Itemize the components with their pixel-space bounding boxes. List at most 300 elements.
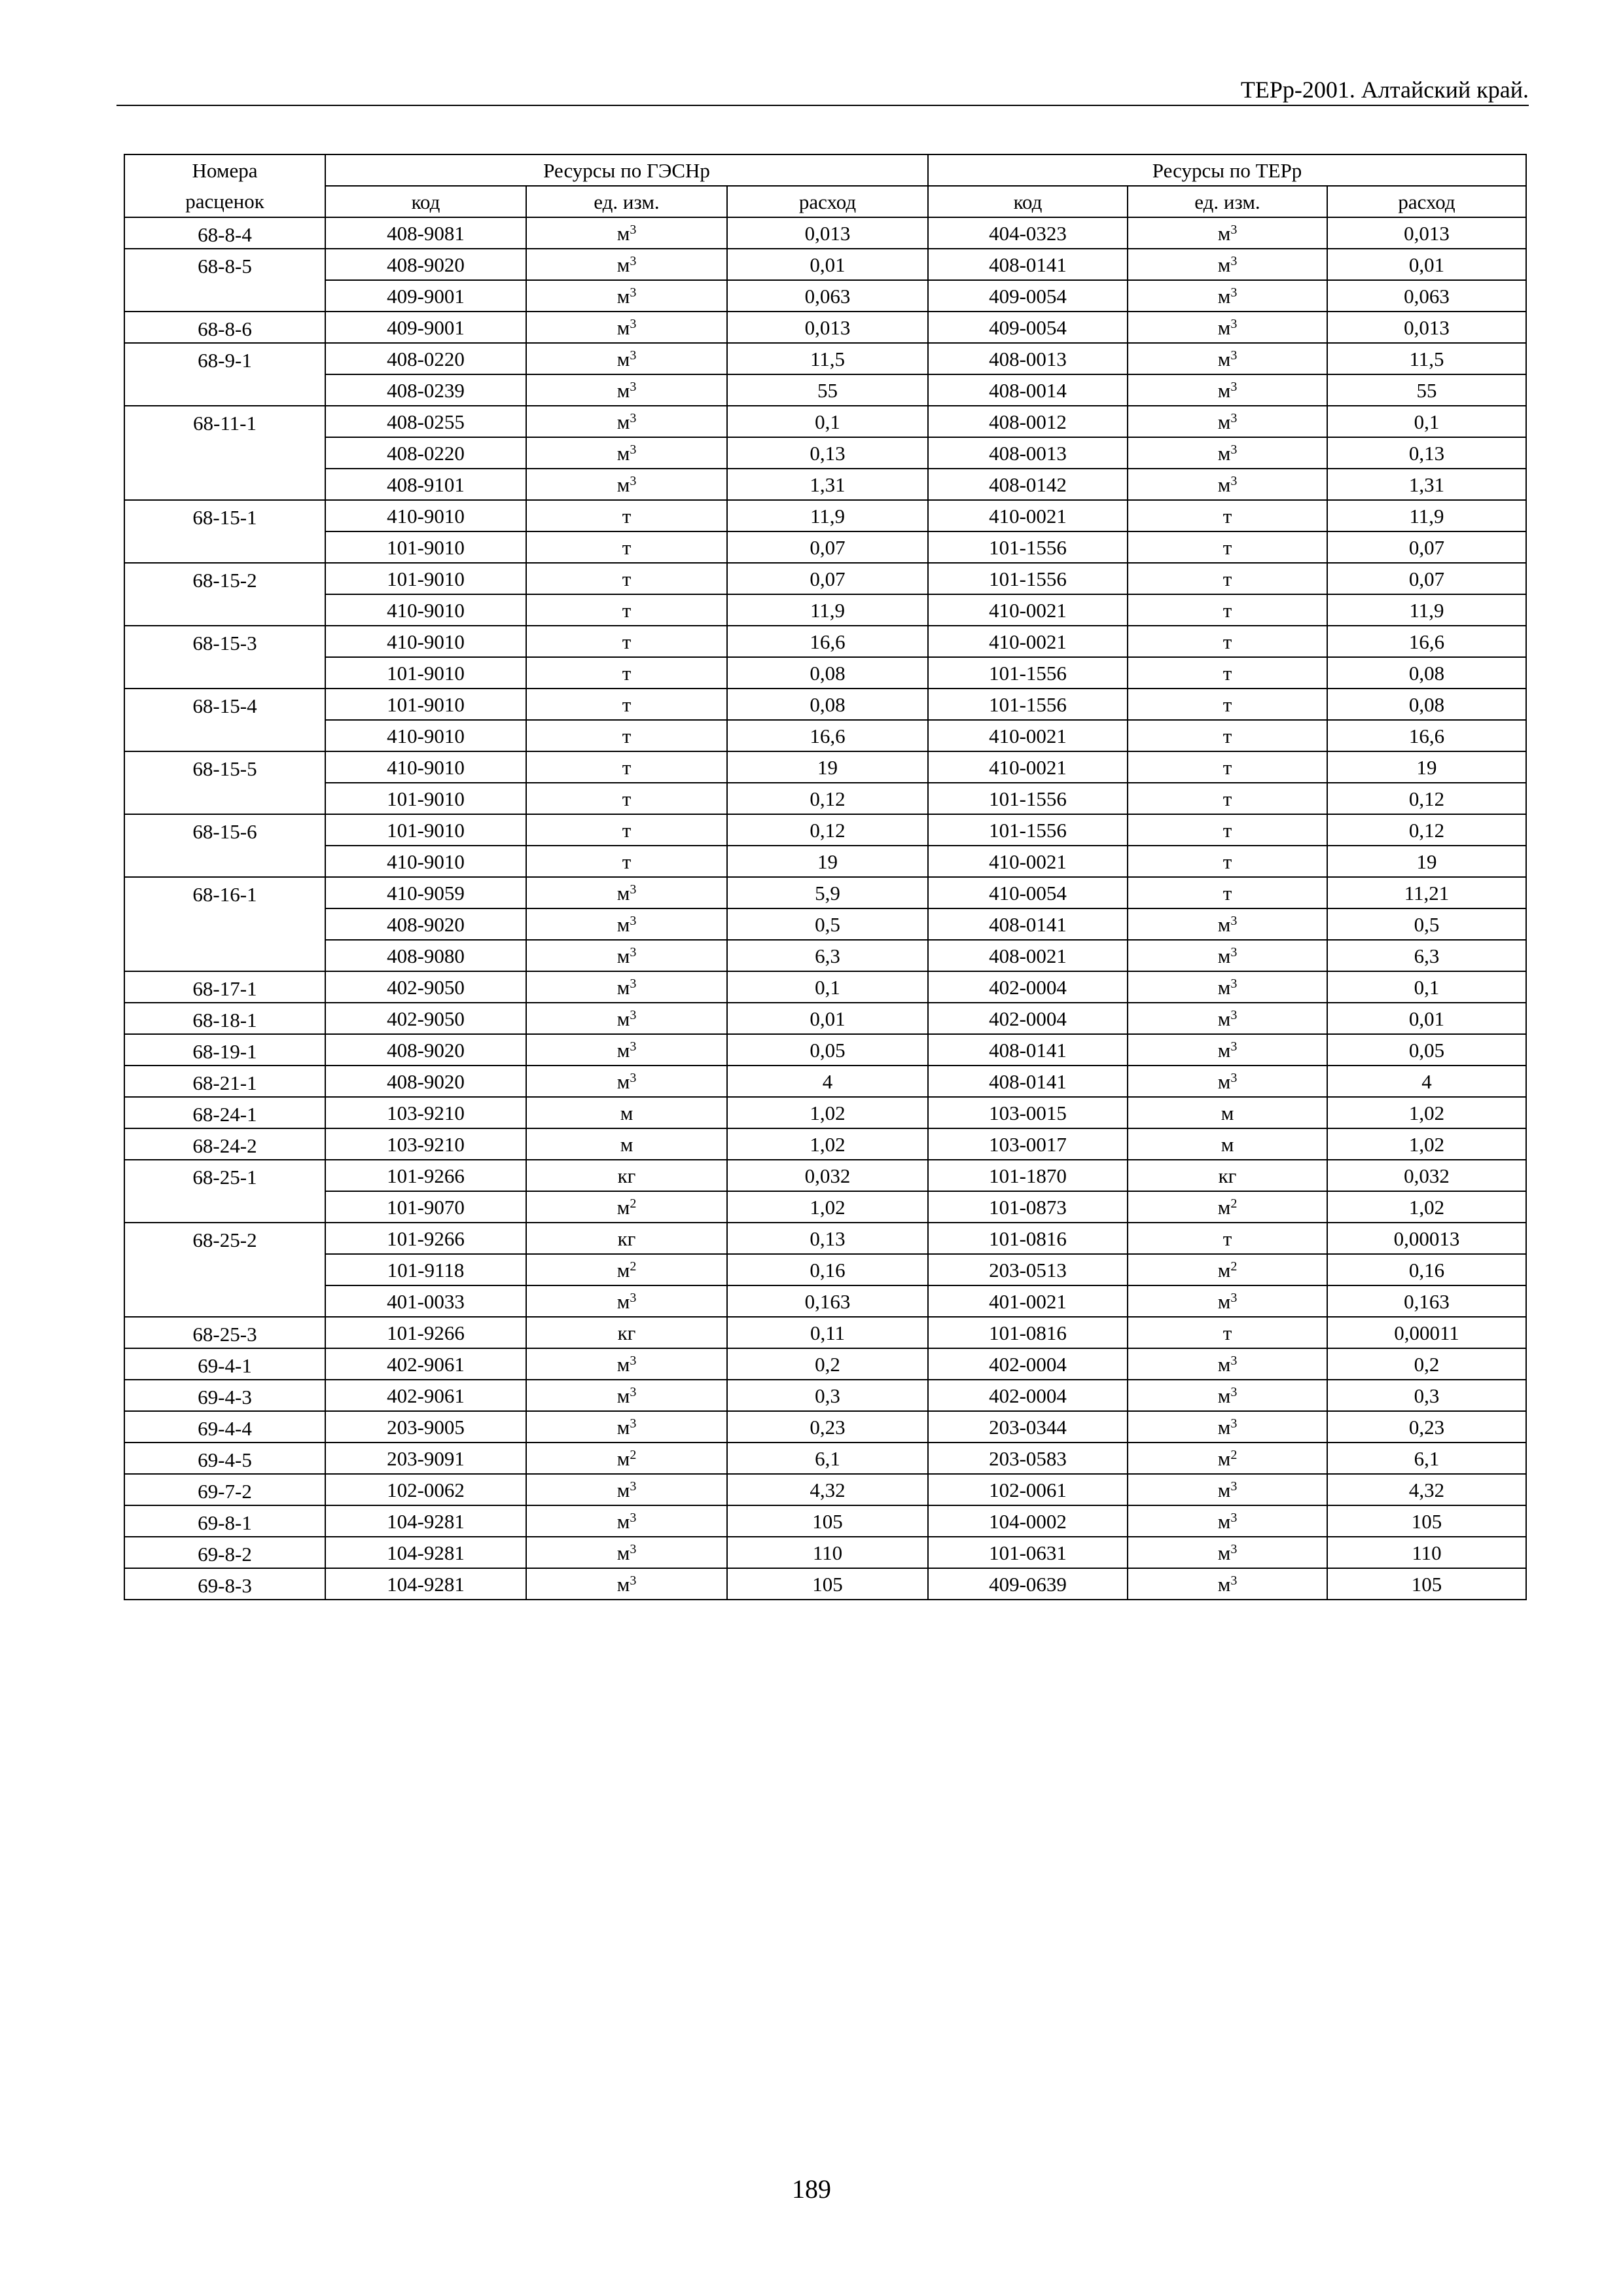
ter-code-cell: 408-0013 — [928, 343, 1128, 374]
gesn-unit-cell: м — [526, 1128, 727, 1160]
table-row — [124, 280, 1526, 312]
table-header — [124, 154, 1526, 217]
rate-number-cell: 68-24-1 — [124, 1097, 325, 1128]
ter-unit-cell: т — [1128, 877, 1327, 908]
ter-consumption-cell: 0,12 — [1327, 814, 1526, 846]
gesn-unit-cell: т — [526, 594, 727, 626]
table-row — [124, 1191, 1526, 1223]
rate-number-cell: 68-15-6 — [124, 814, 325, 877]
ter-consumption-cell: 19 — [1327, 846, 1526, 877]
gesn-consumption-cell: 0,5 — [727, 908, 928, 940]
rates-column-header-line1: Номера — [124, 154, 325, 186]
ter-code-cell: 203-0344 — [928, 1411, 1128, 1443]
ter-consumption-cell: 0,163 — [1327, 1285, 1526, 1317]
rate-number-cell: 69-4-5 — [124, 1443, 325, 1474]
gesn-consumption-cell: 0,12 — [727, 783, 928, 814]
ter-code-cell: 404-0323 — [928, 217, 1128, 249]
rate-number-cell: 69-8-3 — [124, 1568, 325, 1600]
ter-consumption-cell: 0,2 — [1327, 1348, 1526, 1380]
ter-unit-cell: $м^3$ — [1128, 1537, 1327, 1568]
ter-unit-cell: $м^3$ — [1128, 343, 1327, 374]
gesn-consumption-cell: 105 — [727, 1568, 928, 1600]
gesn-code-cell: 101-9266 — [325, 1317, 526, 1348]
ter-unit-cell: $м^3$ — [1128, 280, 1327, 312]
gesn-unit-cell: $м^3$ — [526, 877, 727, 908]
gesn-consumption-cell: 0,1 — [727, 406, 928, 437]
table-row — [124, 374, 1526, 406]
table-row — [124, 1034, 1526, 1066]
gesn-code-cell: 408-9020 — [325, 1066, 526, 1097]
ter-consumption-cell: 110 — [1327, 1537, 1526, 1568]
ter-unit-cell: т — [1128, 846, 1327, 877]
gesn-code-cell: 410-9010 — [325, 626, 526, 657]
gesn-code-cell: 102-0062 — [325, 1474, 526, 1505]
ter-consumption-cell: 55 — [1327, 374, 1526, 406]
table-row — [124, 877, 1526, 908]
ter-consumption-cell: 0,08 — [1327, 689, 1526, 720]
gesn-code-cell: 410-9010 — [325, 500, 526, 531]
ter-code-cell: 402-0004 — [928, 1003, 1128, 1034]
rate-number-cell: 68-15-2 — [124, 563, 325, 626]
gesn-consumption-header: расход — [727, 186, 928, 217]
document-title: ТЕРр-2001. Алтайский край. — [1240, 77, 1529, 103]
gesn-consumption-cell: 110 — [727, 1537, 928, 1568]
gesn-consumption-cell: 55 — [727, 374, 928, 406]
ter-code-cell: 402-0004 — [928, 1348, 1128, 1380]
ter-consumption-cell: 0,12 — [1327, 783, 1526, 814]
gesn-code-cell: 409-9001 — [325, 280, 526, 312]
ter-unit-cell: $м^3$ — [1128, 1066, 1327, 1097]
gesn-consumption-cell: 0,08 — [727, 657, 928, 689]
ter-unit-cell: т — [1128, 657, 1327, 689]
ter-unit-cell: $м^3$ — [1128, 374, 1327, 406]
ter-unit-cell: $м^3$ — [1128, 1003, 1327, 1034]
rate-number-cell: 69-8-2 — [124, 1537, 325, 1568]
ter-consumption-cell: 6,1 — [1327, 1443, 1526, 1474]
ter-unit-cell: $м^3$ — [1128, 1505, 1327, 1537]
table-body — [124, 217, 1526, 1600]
ter-consumption-cell: 1,02 — [1327, 1128, 1526, 1160]
table-row — [124, 249, 1526, 280]
gesn-code-cell: 410-9010 — [325, 846, 526, 877]
rate-number-cell: 69-4-1 — [124, 1348, 325, 1380]
ter-unit-cell: $м^3$ — [1128, 1380, 1327, 1411]
ter-code-cell: 402-0004 — [928, 971, 1128, 1003]
gesn-consumption-cell: 1,02 — [727, 1128, 928, 1160]
gesn-unit-cell: т — [526, 657, 727, 689]
table-row — [124, 563, 1526, 594]
table-row — [124, 1505, 1526, 1537]
ter-unit-cell: кг — [1128, 1160, 1327, 1191]
resource-table-container — [124, 154, 1525, 1600]
table-row — [124, 406, 1526, 437]
gesn-consumption-cell: 0,23 — [727, 1411, 928, 1443]
gesn-group-header: Ресурсы по ГЭСНр — [325, 154, 928, 186]
ter-unit-cell: т — [1128, 751, 1327, 783]
ter-consumption-cell: 0,05 — [1327, 1034, 1526, 1066]
ter-code-cell: 101-1870 — [928, 1160, 1128, 1191]
ter-unit-cell: т — [1128, 594, 1327, 626]
gesn-consumption-cell: 11,5 — [727, 343, 928, 374]
gesn-code-cell: 402-9061 — [325, 1348, 526, 1380]
ter-unit-header: ед. изм. — [1128, 186, 1327, 217]
ter-unit-cell: $м^3$ — [1128, 312, 1327, 343]
rate-number-cell: 69-4-3 — [124, 1380, 325, 1411]
ter-code-cell: 410-0021 — [928, 594, 1128, 626]
gesn-unit-cell: $м^3$ — [526, 1380, 727, 1411]
ter-code-cell: 408-0141 — [928, 1034, 1128, 1066]
ter-code-cell: 101-0873 — [928, 1191, 1128, 1223]
ter-unit-cell: т — [1128, 531, 1327, 563]
gesn-consumption-cell: 0,11 — [727, 1317, 928, 1348]
ter-consumption-cell: 0,013 — [1327, 312, 1526, 343]
rate-number-cell: 68-19-1 — [124, 1034, 325, 1066]
running-header — [116, 73, 1529, 106]
gesn-unit-cell: $м^2$ — [526, 1443, 727, 1474]
table-row — [124, 500, 1526, 531]
ter-consumption-cell: 0,08 — [1327, 657, 1526, 689]
gesn-unit-cell: $м^3$ — [526, 343, 727, 374]
gesn-consumption-cell: 4,32 — [727, 1474, 928, 1505]
ter-code-cell: 402-0004 — [928, 1380, 1128, 1411]
ter-code-cell: 203-0583 — [928, 1443, 1128, 1474]
rate-number-cell: 68-21-1 — [124, 1066, 325, 1097]
table-row — [124, 1066, 1526, 1097]
ter-code-cell: 401-0021 — [928, 1285, 1128, 1317]
ter-unit-cell: т — [1128, 626, 1327, 657]
rate-number-cell: 68-25-3 — [124, 1317, 325, 1348]
ter-code-cell: 409-0054 — [928, 312, 1128, 343]
ter-unit-cell: $м^3$ — [1128, 437, 1327, 469]
ter-consumption-cell: 0,013 — [1327, 217, 1526, 249]
gesn-consumption-cell: 0,01 — [727, 1003, 928, 1034]
ter-code-cell: 104-0002 — [928, 1505, 1128, 1537]
gesn-unit-cell: $м^3$ — [526, 312, 727, 343]
gesn-code-cell: 408-9101 — [325, 469, 526, 500]
ter-consumption-cell: 0,00011 — [1327, 1317, 1526, 1348]
table-row — [124, 1411, 1526, 1443]
table-row — [124, 1568, 1526, 1600]
ter-consumption-cell: 0,01 — [1327, 1003, 1526, 1034]
rate-number-cell: 68-8-5 — [124, 249, 325, 312]
ter-unit-cell: т — [1128, 1317, 1327, 1348]
ter-code-cell: 408-0021 — [928, 940, 1128, 971]
gesn-consumption-cell: 0,063 — [727, 280, 928, 312]
gesn-unit-cell: т — [526, 814, 727, 846]
gesn-unit-cell: $м^3$ — [526, 249, 727, 280]
gesn-code-cell: 101-9118 — [325, 1254, 526, 1285]
ter-unit-cell: т — [1128, 563, 1327, 594]
ter-group-header: Ресурсы по ТЕРр — [928, 154, 1526, 186]
gesn-unit-cell: кг — [526, 1223, 727, 1254]
ter-consumption-cell: 0,01 — [1327, 249, 1526, 280]
gesn-code-cell: 101-9010 — [325, 689, 526, 720]
table-row — [124, 940, 1526, 971]
ter-consumption-cell: 105 — [1327, 1568, 1526, 1600]
ter-consumption-cell: 19 — [1327, 751, 1526, 783]
gesn-code-header: код — [325, 186, 526, 217]
gesn-code-cell: 101-9070 — [325, 1191, 526, 1223]
gesn-unit-cell: т — [526, 846, 727, 877]
table-row — [124, 1003, 1526, 1034]
gesn-code-cell: 408-9020 — [325, 1034, 526, 1066]
ter-unit-cell: $м^2$ — [1128, 1191, 1327, 1223]
ter-code-cell: 408-0012 — [928, 406, 1128, 437]
ter-code-cell: 408-0014 — [928, 374, 1128, 406]
gesn-unit-cell: $м^3$ — [526, 469, 727, 500]
gesn-unit-cell: $м^3$ — [526, 374, 727, 406]
gesn-code-cell: 104-9281 — [325, 1537, 526, 1568]
gesn-unit-cell: $м^3$ — [526, 1505, 727, 1537]
gesn-consumption-cell: 6,1 — [727, 1443, 928, 1474]
header-row-columns — [124, 186, 1526, 217]
ter-code-header: код — [928, 186, 1128, 217]
gesn-consumption-cell: 0,12 — [727, 814, 928, 846]
rate-number-cell: 68-8-4 — [124, 217, 325, 249]
gesn-consumption-cell: 0,05 — [727, 1034, 928, 1066]
gesn-unit-cell: кг — [526, 1160, 727, 1191]
rate-number-cell: 68-15-5 — [124, 751, 325, 814]
ter-unit-cell: м — [1128, 1097, 1327, 1128]
table-row — [124, 437, 1526, 469]
ter-consumption-cell: 0,063 — [1327, 280, 1526, 312]
gesn-consumption-cell: 0,01 — [727, 249, 928, 280]
gesn-consumption-cell: 19 — [727, 846, 928, 877]
table-row — [124, 720, 1526, 751]
ter-consumption-cell: 11,9 — [1327, 594, 1526, 626]
table-row — [124, 846, 1526, 877]
ter-code-cell: 101-1556 — [928, 814, 1128, 846]
rate-number-cell: 68-15-4 — [124, 689, 325, 751]
gesn-code-cell: 101-9010 — [325, 657, 526, 689]
gesn-unit-cell: т — [526, 531, 727, 563]
ter-code-cell: 410-0021 — [928, 846, 1128, 877]
gesn-code-cell: 408-0239 — [325, 374, 526, 406]
gesn-code-cell: 408-0255 — [325, 406, 526, 437]
rate-number-cell: 68-16-1 — [124, 877, 325, 971]
gesn-unit-cell: $м^3$ — [526, 971, 727, 1003]
gesn-unit-cell: $м^3$ — [526, 1034, 727, 1066]
gesn-consumption-cell: 0,1 — [727, 971, 928, 1003]
ter-unit-cell: $м^3$ — [1128, 1568, 1327, 1600]
ter-code-cell: 408-0141 — [928, 1066, 1128, 1097]
page-number: 189 — [792, 2174, 831, 2204]
gesn-code-cell: 103-9210 — [325, 1128, 526, 1160]
gesn-code-cell: 103-9210 — [325, 1097, 526, 1128]
gesn-consumption-cell: 11,9 — [727, 594, 928, 626]
gesn-code-cell: 401-0033 — [325, 1285, 526, 1317]
ter-consumption-cell: 0,07 — [1327, 531, 1526, 563]
gesn-unit-cell: $м^3$ — [526, 1348, 727, 1380]
ter-code-cell: 101-1556 — [928, 783, 1128, 814]
ter-consumption-cell: 0,032 — [1327, 1160, 1526, 1191]
gesn-consumption-cell: 0,07 — [727, 531, 928, 563]
table-row — [124, 626, 1526, 657]
ter-consumption-cell: 6,3 — [1327, 940, 1526, 971]
ter-unit-cell: т — [1128, 689, 1327, 720]
gesn-unit-cell: $м^2$ — [526, 1191, 727, 1223]
ter-unit-cell: $м^3$ — [1128, 1474, 1327, 1505]
ter-code-cell: 408-0013 — [928, 437, 1128, 469]
gesn-consumption-cell: 4 — [727, 1066, 928, 1097]
ter-consumption-cell: 16,6 — [1327, 720, 1526, 751]
ter-consumption-cell: 0,1 — [1327, 971, 1526, 1003]
ter-consumption-cell: 1,31 — [1327, 469, 1526, 500]
table-row — [124, 469, 1526, 500]
table-row — [124, 343, 1526, 374]
gesn-code-cell: 408-0220 — [325, 437, 526, 469]
table-row — [124, 689, 1526, 720]
gesn-code-cell: 408-0220 — [325, 343, 526, 374]
ter-consumption-cell: 11,5 — [1327, 343, 1526, 374]
gesn-code-cell: 104-9281 — [325, 1505, 526, 1537]
ter-unit-cell: $м^3$ — [1128, 1411, 1327, 1443]
gesn-code-cell: 408-9080 — [325, 940, 526, 971]
ter-consumption-cell: 0,16 — [1327, 1254, 1526, 1285]
gesn-consumption-cell: 1,02 — [727, 1191, 928, 1223]
gesn-unit-cell: $м^3$ — [526, 280, 727, 312]
gesn-code-cell: 410-9059 — [325, 877, 526, 908]
gesn-unit-cell: т — [526, 751, 727, 783]
gesn-code-cell: 101-9266 — [325, 1223, 526, 1254]
table-row — [124, 1348, 1526, 1380]
ter-unit-cell: $м^2$ — [1128, 1254, 1327, 1285]
gesn-unit-cell: $м^3$ — [526, 1411, 727, 1443]
ter-code-cell: 101-0816 — [928, 1223, 1128, 1254]
ter-consumption-cell: 0,00013 — [1327, 1223, 1526, 1254]
ter-unit-cell: $м^3$ — [1128, 249, 1327, 280]
ter-code-cell: 101-0631 — [928, 1537, 1128, 1568]
ter-unit-cell: $м^3$ — [1128, 940, 1327, 971]
ter-consumption-cell: 1,02 — [1327, 1097, 1526, 1128]
table-row — [124, 1474, 1526, 1505]
ter-code-cell: 409-0054 — [928, 280, 1128, 312]
gesn-unit-cell: м — [526, 1097, 727, 1128]
ter-unit-cell: $м^3$ — [1128, 908, 1327, 940]
gesn-consumption-cell: 0,032 — [727, 1160, 928, 1191]
table-row — [124, 908, 1526, 940]
table-row — [124, 1128, 1526, 1160]
rate-number-cell: 68-24-2 — [124, 1128, 325, 1160]
table-row — [124, 1380, 1526, 1411]
ter-code-cell: 408-0142 — [928, 469, 1128, 500]
gesn-code-cell: 409-9001 — [325, 312, 526, 343]
gesn-consumption-cell: 0,013 — [727, 312, 928, 343]
ter-unit-cell: т — [1128, 783, 1327, 814]
gesn-code-cell: 408-9081 — [325, 217, 526, 249]
ter-code-cell: 409-0639 — [928, 1568, 1128, 1600]
rate-number-cell: 68-25-2 — [124, 1223, 325, 1317]
gesn-consumption-cell: 0,07 — [727, 563, 928, 594]
ter-code-cell: 101-1556 — [928, 657, 1128, 689]
ter-unit-cell: м — [1128, 1128, 1327, 1160]
gesn-code-cell: 101-9010 — [325, 783, 526, 814]
ter-consumption-cell: 4 — [1327, 1066, 1526, 1097]
ter-unit-cell: $м^3$ — [1128, 1348, 1327, 1380]
gesn-consumption-cell: 0,2 — [727, 1348, 928, 1380]
rate-number-cell: 68-17-1 — [124, 971, 325, 1003]
ter-code-cell: 410-0021 — [928, 626, 1128, 657]
ter-unit-cell: т — [1128, 720, 1327, 751]
gesn-code-cell: 101-9010 — [325, 814, 526, 846]
table-row — [124, 594, 1526, 626]
rate-number-cell: 69-4-4 — [124, 1411, 325, 1443]
gesn-unit-cell: $м^3$ — [526, 217, 727, 249]
ter-consumption-cell: 0,1 — [1327, 406, 1526, 437]
gesn-consumption-cell: 5,9 — [727, 877, 928, 908]
gesn-unit-cell: т — [526, 720, 727, 751]
ter-consumption-cell: 11,21 — [1327, 877, 1526, 908]
rate-number-cell: 68-9-1 — [124, 343, 325, 406]
rate-number-cell: 68-11-1 — [124, 406, 325, 500]
gesn-unit-cell: $м^3$ — [526, 1474, 727, 1505]
ter-consumption-cell: 105 — [1327, 1505, 1526, 1537]
table-row — [124, 1317, 1526, 1348]
rate-number-cell: 68-25-1 — [124, 1160, 325, 1223]
ter-code-cell: 103-0017 — [928, 1128, 1128, 1160]
ter-consumption-cell: 4,32 — [1327, 1474, 1526, 1505]
gesn-unit-cell: $м^3$ — [526, 1003, 727, 1034]
gesn-code-cell: 410-9010 — [325, 751, 526, 783]
gesn-unit-header: ед. изм. — [526, 186, 727, 217]
gesn-unit-cell: т — [526, 689, 727, 720]
table-row — [124, 783, 1526, 814]
gesn-unit-cell: $м^3$ — [526, 437, 727, 469]
table-row — [124, 1285, 1526, 1317]
gesn-unit-cell: $м^3$ — [526, 908, 727, 940]
gesn-unit-cell: $м^3$ — [526, 1285, 727, 1317]
table-row — [124, 657, 1526, 689]
gesn-unit-cell: $м^3$ — [526, 940, 727, 971]
table-row — [124, 1254, 1526, 1285]
ter-consumption-cell: 0,3 — [1327, 1380, 1526, 1411]
ter-code-cell: 203-0513 — [928, 1254, 1128, 1285]
ter-code-cell: 408-0141 — [928, 249, 1128, 280]
gesn-consumption-cell: 1,31 — [727, 469, 928, 500]
ter-code-cell: 101-1556 — [928, 531, 1128, 563]
gesn-consumption-cell: 0,3 — [727, 1380, 928, 1411]
ter-unit-cell: $м^3$ — [1128, 406, 1327, 437]
gesn-consumption-cell: 16,6 — [727, 626, 928, 657]
ter-consumption-cell: 0,07 — [1327, 563, 1526, 594]
header-row-groups — [124, 154, 1526, 186]
ter-unit-cell: т — [1128, 500, 1327, 531]
ter-code-cell: 102-0061 — [928, 1474, 1128, 1505]
gesn-code-cell: 410-9010 — [325, 594, 526, 626]
ter-unit-cell: т — [1128, 814, 1327, 846]
ter-code-cell: 410-0021 — [928, 751, 1128, 783]
gesn-consumption-cell: 11,9 — [727, 500, 928, 531]
ter-unit-cell: т — [1128, 1223, 1327, 1254]
table-row — [124, 1443, 1526, 1474]
rate-number-cell: 68-15-1 — [124, 500, 325, 563]
ter-consumption-cell: 0,23 — [1327, 1411, 1526, 1443]
table-row — [124, 217, 1526, 249]
ter-code-cell: 408-0141 — [928, 908, 1128, 940]
gesn-consumption-cell: 6,3 — [727, 940, 928, 971]
table-row — [124, 751, 1526, 783]
table-row — [124, 1537, 1526, 1568]
gesn-code-cell: 101-9266 — [325, 1160, 526, 1191]
resource-mapping-table — [124, 154, 1527, 1600]
gesn-code-cell: 104-9281 — [325, 1568, 526, 1600]
rate-number-cell: 68-15-3 — [124, 626, 325, 689]
gesn-code-cell: 203-9005 — [325, 1411, 526, 1443]
ter-code-cell: 101-1556 — [928, 689, 1128, 720]
ter-unit-cell: $м^2$ — [1128, 1443, 1327, 1474]
table-row — [124, 1097, 1526, 1128]
table-row — [124, 1223, 1526, 1254]
